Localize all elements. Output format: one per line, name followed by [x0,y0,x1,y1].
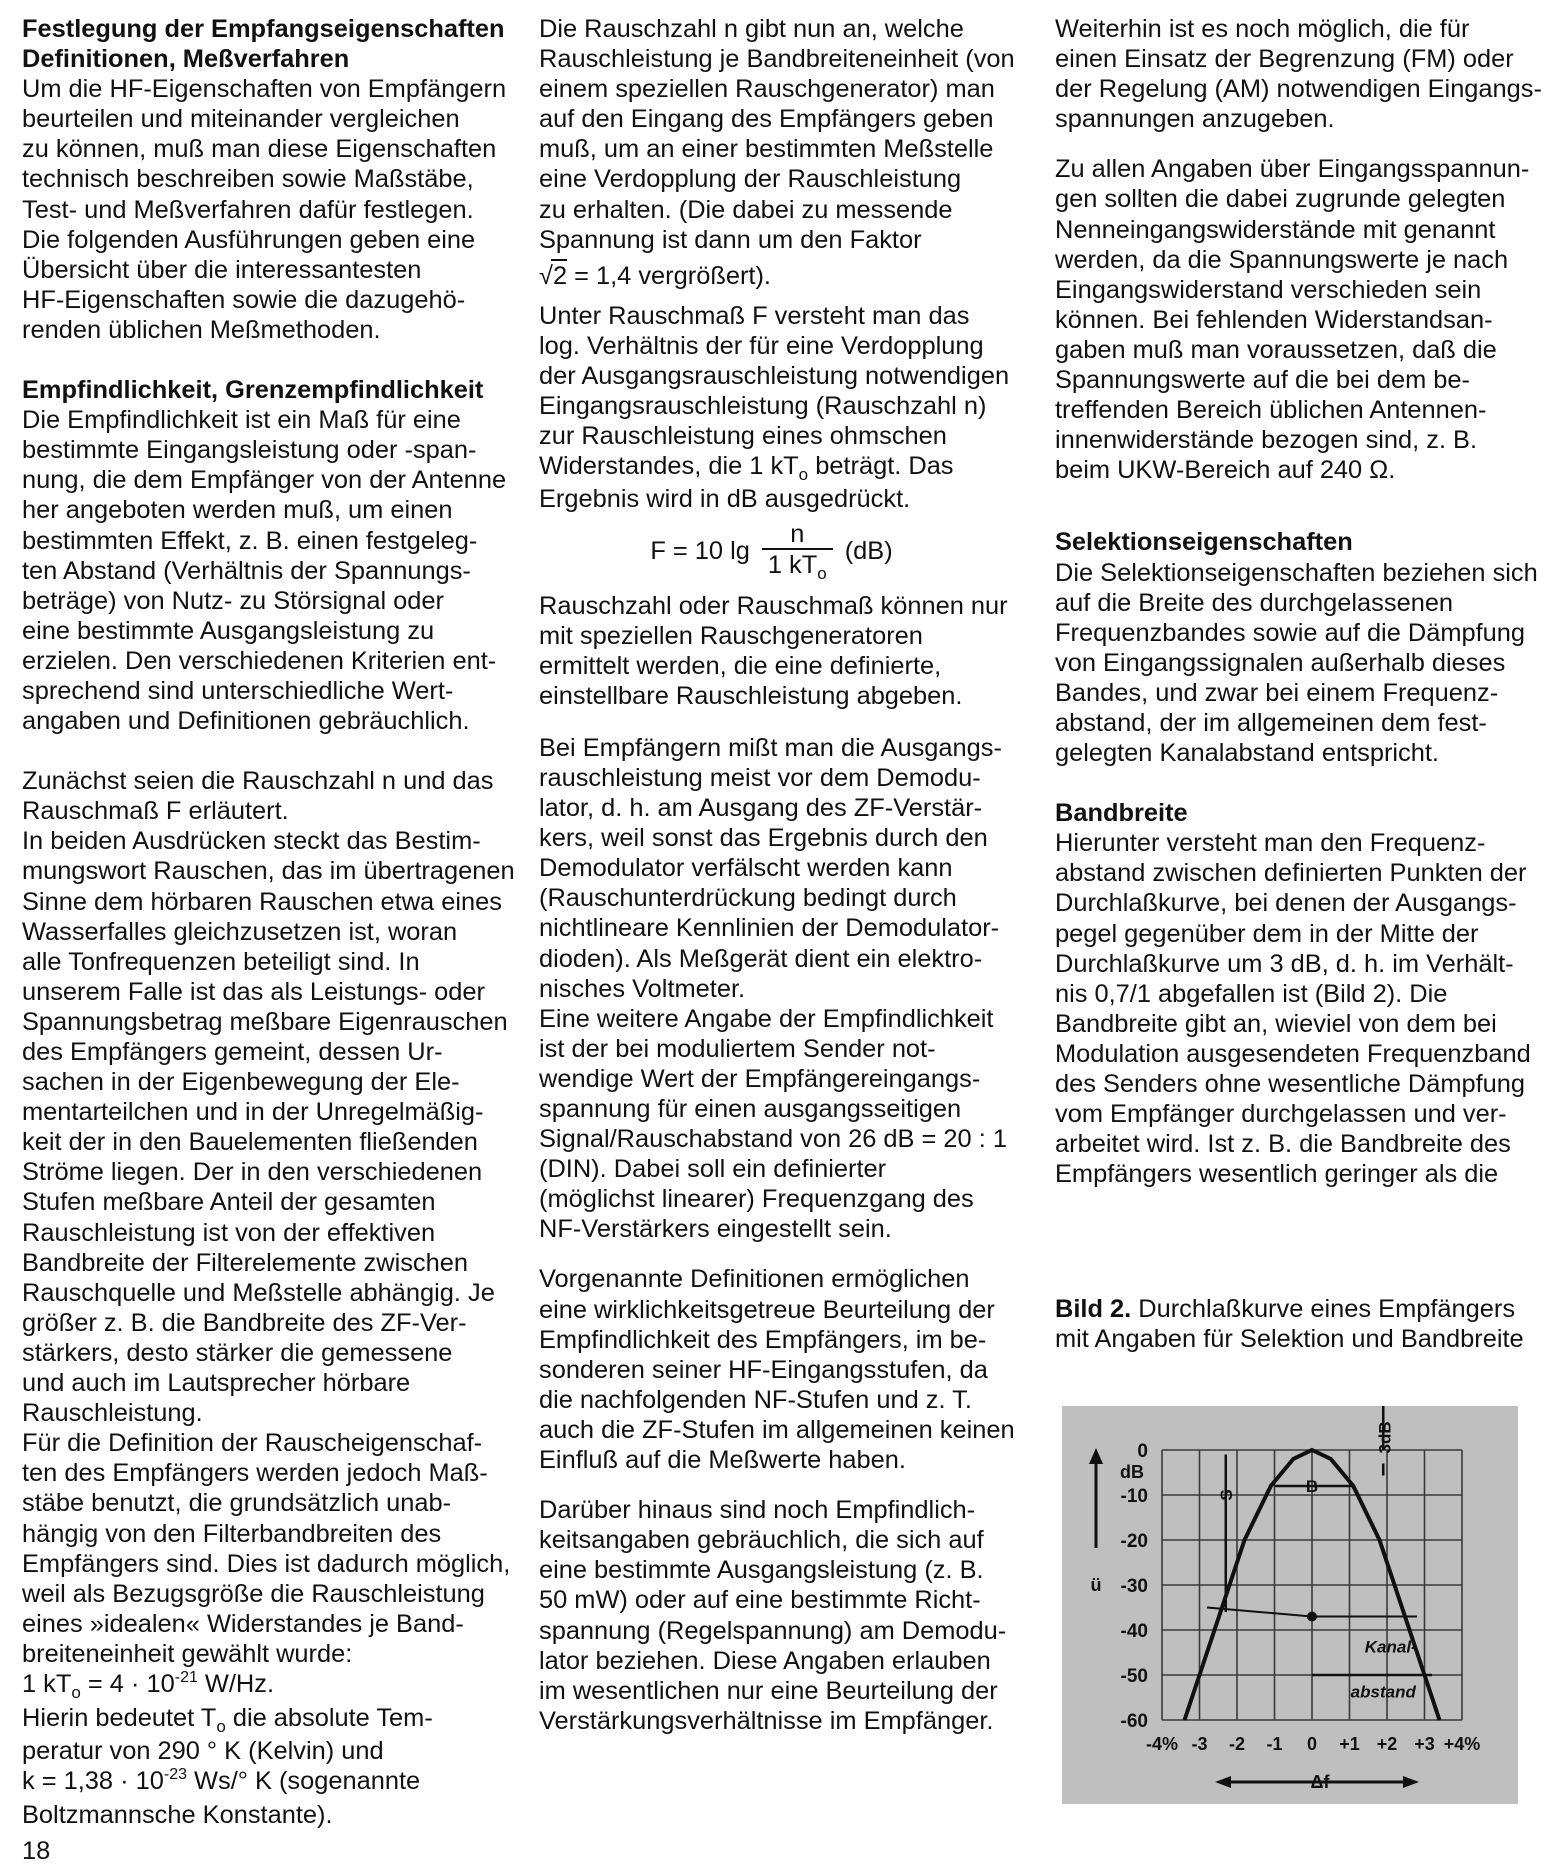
text-line: des Senders ohne wesentliche Dämpfung [1055,1070,1526,1098]
text-line: Nenneingangswiderstände mit genannt [1055,215,1496,244]
text-line: ten Abstand (Verhältnis der Spannungs- [22,556,471,585]
text-line: Hierunter versteht man den Frequenz- [1055,829,1486,858]
sqrt-line [539,259,1044,291]
formula-rauschmass [539,519,1044,585]
s-label: S [1216,1489,1236,1501]
text-line: gaben muß man voraussetzen, daß die [1055,335,1497,364]
text-line: auf den Eingang des Empfängers geben [539,105,994,134]
text-part: beträgt. Das [808,452,954,481]
text-line: Vorgenannte Definitionen ermöglichen [539,1265,970,1294]
text-line: Rauschzahl oder Rauschmaß können nur [539,591,1008,620]
3db-label: 3dB [1375,1421,1395,1454]
text-line: mit speziellen Rauschgeneratoren [539,621,923,650]
formula-part: 1 kT [22,1669,72,1698]
text-line: Spannungswerte auf die bei dem be- [1055,366,1470,395]
text-line: größer z. B. die Bandbreite des ZF-Ver- [22,1308,467,1337]
radical-sign: √ [539,261,553,290]
x-tick-label: -4% [1145,1734,1179,1754]
text-line: lator, d. h. am Ausgang des ZF-Verstär- [539,794,983,823]
subscript: o [817,564,827,583]
text-line: (Rauschunterdrückung bedingt durch [539,884,957,913]
text-line: eine wirklichkeitsgetreue Beurteilung der [539,1295,995,1324]
text-line: arbeitet wird. Ist z. B. die Bandbreite des [1055,1130,1511,1159]
paragraph [539,591,1044,711]
section-heading-festlegung [22,14,527,74]
y-unit-label: dB [1120,1462,1144,1482]
y-tick-label: -50 [1120,1666,1148,1687]
text-line: auf die Breite des durchgelassenen [1055,588,1454,617]
section-heading-selektion: Selektionseigenschaften [1055,528,1353,557]
text-line: hängig von den Filterbandbreiten des [22,1519,442,1548]
text-line: Übersicht über die interessantesten [22,255,422,284]
text-line: Spannungsbetrag meßbare Eigenrauschen [22,1007,508,1036]
x-tick-label: 0 [1306,1734,1318,1754]
text-line: Test- und Meßverfahren dafür festlegen. [22,195,474,224]
paragraph [1055,14,1540,134]
text-line: Empfängers sind. Dies ist dadurch möglich, [22,1549,511,1578]
abstand-label: abstand [1350,1682,1416,1702]
x-tick-label: -3 [1191,1734,1208,1754]
text-line: beträge) von Nutz- zu Störsignal oder [22,586,444,615]
text-line: stärkers, desto stärker die gemessene [22,1338,453,1367]
text-line: die nachfolgenden NF-Stufen und z. T. [539,1385,972,1414]
text-line: rauschleistung meist vor dem Demodu- [539,763,981,792]
paragraph [1055,828,1540,1189]
text-part: die absolute Tem- [225,1704,433,1733]
text-line: Verstärkungsverhältnisse im Empfänger. [539,1706,994,1735]
section-heading-empfindlichkeit: Empfindlichkeit, Grenzempfindlichkeit [22,376,484,405]
text-line: beim UKW-Bereich auf 240 Ω. [1055,456,1396,485]
text-line: stäbe benutzt, die grundsätzlich unab- [22,1489,452,1518]
text-line: sonderen seiner HF-Eingangsstufen, da [539,1355,988,1384]
text-line: zur Rauschleistung eines ohmschen [539,422,947,451]
text-line: einem speziellen Rauschgenerator) man [539,75,995,104]
text-line: Ströme liegen. Der in den verschiedenen [22,1158,483,1187]
denominator [762,548,833,583]
text-line: eine bestimmte Ausgangsleistung (z. B. [539,1556,984,1585]
text-line: ist der bei moduliertem Sender not- [539,1034,936,1063]
text-line: Bandbreite gibt an, wieviel von dem bei [1055,1009,1497,1038]
text-line: Rauschmaß F erläutert. [22,797,289,826]
text-line: alle Tonfrequenzen beteiligt sind. In [22,947,420,976]
heading-line: Definitionen, Meßverfahren [22,45,350,74]
text-line: im wesentlichen nur eine Beurteilung der [539,1676,998,1705]
passband-figure [1062,1406,1518,1804]
text-line: 50 mW) oder auf eine bestimmte Richt- [539,1586,981,1615]
text-line: treffenden Bereich üblichen Antennen- [1055,396,1487,425]
text-line: Empfindlichkeit des Empfängers, im be- [539,1325,987,1354]
y-symbol-label: ü [1090,1575,1102,1595]
text-line: Eingangsrauschleistung (Rauschzahl n) [539,392,987,421]
text-line: nisches Voltmeter. [539,974,746,1003]
paragraph [1055,558,1540,769]
x-tick-label: +2 [1376,1734,1398,1754]
text-line: Um die HF-Eigenschaften von Empfängern [22,75,507,104]
text-line: werden, da die Spannungswerte je nach [1055,245,1509,274]
text-line: erzielen. Den verschiedenen Kriterien ent- [22,646,497,675]
paragraph [22,405,527,736]
column-1 [22,14,527,1830]
paragraph [1055,154,1540,485]
text-line: der Ausgangsrauschleistung notwendigen [539,362,1010,391]
text-part: k = 1,38 · 10 [22,1767,164,1796]
text-line: HF-Eigenschaften sowie die dazugehö- [22,285,466,314]
text-line: vom Empfänger durchgelassen und ver- [1055,1100,1507,1129]
text-part: Ws/° K (sogenannte [186,1767,421,1796]
text-line: keitsangaben gebräuchlich, die sich auf [539,1526,984,1555]
caption-text: Durchlaßkurve eines Empfängers [1131,1295,1516,1323]
text-line: her angeboten werden muß, um einen [22,496,453,525]
text-line: unserem Falle ist das als Leistungs- oder [22,977,485,1006]
text-line: Rauschleistung ist von der effektiven [22,1218,436,1247]
text-line: Für die Definition der Rauscheigenschaf- [22,1429,483,1458]
text-line: angaben und Definitionen gebräuchlich. [22,707,470,736]
text-line: bestimmten Effekt, z. B. einen festgeleg- [22,526,478,555]
fraction [762,520,833,583]
den-part: 1 kT [767,551,818,579]
formula-lhs: F = 10 lg [650,537,750,566]
text-line: mentarteilchen und in der Unregelmäßig- [22,1098,484,1127]
text-line: eine Verdopplung der Rauschleistung [539,165,962,194]
x-tick-label: -1 [1266,1734,1283,1754]
text-line: sprechend sind unterschiedliche Wert- [22,676,454,705]
y-tick-label: -60 [1120,1711,1148,1732]
text-line: weil als Bezugsgröße die Rauschleistung [22,1579,485,1608]
text-part: = 1,4 vergrößert). [567,261,771,290]
text-line: zu können, muß man diese Eigenschaften [22,135,497,164]
text-line: sachen in der Eigenbewegung der Ele- [22,1068,460,1097]
text-line: Bandes, und zwar bei einem Frequenz- [1055,678,1499,707]
text-line: einstellbare Rauschleistung abgeben. [539,681,963,710]
text-line: kers, weil sonst das Ergebnis durch den [539,824,988,853]
x-tick-label: +1 [1339,1734,1360,1754]
numerator: n [790,520,805,548]
text-line: Bei Empfängern mißt man die Ausgangs- [539,733,1002,762]
paragraph [22,766,527,1669]
text-line: Zu allen Angaben über Eingangsspannun- [1055,155,1530,184]
superscript: -21 [174,1668,198,1686]
text-line: Empfängers wesentlich geringer als die [1055,1160,1499,1189]
paragraph [22,74,527,345]
formula-kt [22,1669,527,1703]
text-line [539,451,1044,484]
text-line: abstand zwischen definierten Punkten der [1055,859,1527,888]
text-line: innenwiderstände bezogen sind, z. B. [1055,426,1478,455]
text-line: spannung (Regelspannung) am Demodu- [539,1616,1007,1645]
section-heading-bandbreite: Bandbreite [1055,799,1188,828]
caption-label: Bild 2. [1055,1295,1132,1323]
text-line: (möglichst linearer) Frequenzgang des [539,1185,974,1214]
y-tick-label: -20 [1120,1531,1148,1552]
text-line: von Eingangssignalen außerhalb dieses [1055,648,1506,677]
text-line: technisch beschreiben sowie Maßstäbe, [22,165,474,194]
text-part: Hierin bedeutet T [22,1704,217,1733]
heading-line: Festlegung der Empfangseigenschaften [22,15,505,43]
text-line: Spannung ist dann um den Faktor [539,225,922,254]
text-line: Darüber hinaus sind noch Empfindlich- [539,1496,976,1525]
text-line: Die Selektionseigenschaften beziehen sich [1055,558,1538,587]
text-line: abstand, der im allgemeinen dem fest- [1055,708,1487,737]
text-line: ten des Empfängers werden jedoch Maß- [22,1459,488,1488]
text-line: Durchlaßkurve, bei denen der Ausgangs- [1055,889,1517,918]
text-line: der Regelung (AM) notwendigen Eingangs- [1055,75,1542,104]
text-line: (DIN). Dabei soll ein definierter [539,1155,887,1184]
text-line: Demodulator verfälscht werden kann [539,854,953,883]
text-line: einen Einsatz der Begrenzung (FM) oder [1055,45,1514,74]
b-label: B [1305,1477,1319,1496]
text-line: Ergebnis wird in dB ausgedrückt. [539,485,911,514]
text-line: Stufen meßbare Anteil der gesamten [22,1188,436,1217]
text-line: können. Bei fehlenden Widerstandsan- [1055,305,1493,334]
text-line: Rauschquelle und Meßstelle abhängig. Je [22,1278,495,1307]
text-line: beurteilen und miteinander vergleichen [22,105,460,134]
text-line: eine bestimmte Ausgangsleistung zu [22,616,435,645]
text-line: auch die ZF-Stufen im allgemeinen keinen [539,1415,1015,1444]
text-line: keit der in den Bauelementen fließenden [22,1128,478,1157]
text-line: Wasserfalles gleichzusetzen ist, woran [22,917,458,946]
text-line: mungswort Rauschen, das im übertragenen [22,857,515,886]
paragraph [539,1495,1044,1736]
paragraph [539,1264,1044,1475]
formula-part: W/Hz. [197,1669,275,1698]
x-symbol-label: Δf [1310,1772,1330,1792]
y-tick-label: -30 [1120,1576,1148,1597]
text-line: Zunächst seien die Rauschzahl n und das [22,767,494,796]
text-line: Sinne dem hörbaren Rauschen etwa eines [22,887,502,916]
caption-line [1055,1294,1540,1324]
text-part: Widerstandes, die 1 kT [539,452,799,481]
text-line: eines »idealen« Widerstandes je Band- [22,1609,464,1638]
text-line: Durchlaßkurve um 3 dB, d. h. im Verhält- [1055,949,1514,978]
text-line: Eingangswiderstand verschieden sein [1055,275,1482,304]
page-number: 18 [22,1837,51,1865]
text-line: Bandbreite der Filterelemente zwischen [22,1248,468,1277]
text-line: wendige Wert der Empfängereingangs- [539,1064,981,1093]
text-line: Einfluß auf die Meßwerte haben. [539,1446,906,1475]
text-line: pegel gegenüber dem in der Mitte der [1055,919,1479,948]
text-line: Boltzmannsche Konstante). [22,1801,333,1830]
paragraph [22,1736,527,1766]
caption-line: mit Angaben für Selektion und Bandbreite [1055,1325,1524,1354]
text-line: Rauschleistung. [22,1399,203,1428]
text-line: Eine weitere Angabe der Empfindlichkeit [539,1004,994,1033]
superscript: -23 [163,1766,187,1784]
paragraph [539,14,1044,255]
text-line: Frequenzbandes sowie auf die Dämpfung [1055,618,1526,647]
text-line: Rauschleistung je Bandbreiteneinheit (von [539,45,1015,74]
text-line: NF-Verstärkers eingestellt sein. [539,1215,892,1244]
subscript: o [71,1682,81,1702]
text-line: log. Verhältnis der für eine Verdopplung [539,331,984,360]
text-line: nung, die dem Empfänger von der Antenne [22,466,507,495]
text-line: renden üblichen Meßmethoden. [22,315,381,344]
text-line: dioden). Als Meßgerät dient ein elektro- [539,944,983,973]
text-line: gelegten Kanalabstand entspricht. [1055,739,1439,768]
text-line: gen sollten die dabei zugrunde gelegten [1055,185,1506,214]
x-tick-label: +4% [1443,1734,1481,1754]
text-line: breiteneinheit gewählt wurde: [22,1639,353,1668]
text-line: peratur von 290 ° K (Kelvin) und [22,1737,384,1766]
paragraph [539,733,1044,1245]
figure-caption [1055,1294,1540,1354]
text-line: Signal/Rauschabstand von 26 dB = 20 : 1 [539,1125,1007,1154]
text-line: Die Empfindlichkeit ist ein Maß für eine [22,406,461,435]
column-2 [539,14,1044,1736]
text-line: und auch im Lautsprecher hörbare [22,1369,411,1398]
subscript: o [798,465,809,485]
text-line: zu erhalten. (Die dabei zu messende [539,195,953,224]
text-line: Die folgenden Ausführungen geben eine [22,225,476,254]
y-tick-label: 0 [1137,1441,1148,1462]
text-line: spannungen anzugeben. [1055,105,1335,134]
subscript: o [216,1717,226,1737]
text-line: nichtlineare Kennlinien der Demodulator- [539,914,1000,943]
text-line: In beiden Ausdrücken steckt das Bestim- [22,827,481,856]
text-line: muß, um an einer bestimmten Meßstelle [539,135,994,164]
text-line: Die Rauschzahl n gibt nun an, welche [539,15,964,43]
text-line: ermittelt werden, die eine definierte, [539,651,942,680]
text-line: bestimmte Eingangsleistung oder -span- [22,436,477,465]
radicand: 2 [551,259,567,291]
x-tick-label: +3 [1414,1734,1435,1754]
text-line [22,1703,527,1736]
text-line: spannung für einen ausgangsseitigen [539,1095,962,1123]
formula-part: = 4 · 10 [80,1669,175,1698]
text-line: lator beziehen. Diese Angaben erlauben [539,1646,991,1675]
y-tick-label: -40 [1120,1621,1148,1642]
y-tick-label: -10 [1120,1486,1148,1507]
paragraph [539,301,1044,451]
text-line: des Empfängers gemeint, dessen Ur- [22,1038,443,1066]
text-line: nis 0,7/1 abgefallen ist (Bild 2). Die [1055,979,1448,1008]
kanal-label: Kanal- [1364,1637,1417,1657]
text-line: Unter Rauschmaß F versteht man das [539,301,970,330]
formula-unit: (dB) [844,537,893,566]
column-3 [1055,14,1540,1189]
text-line: Weiterhin ist es noch möglich, die für [1055,15,1470,43]
text-line [22,1766,527,1800]
text-line: Modulation ausgesendeten Frequenzband [1055,1039,1531,1068]
x-tick-label: -2 [1228,1734,1246,1754]
